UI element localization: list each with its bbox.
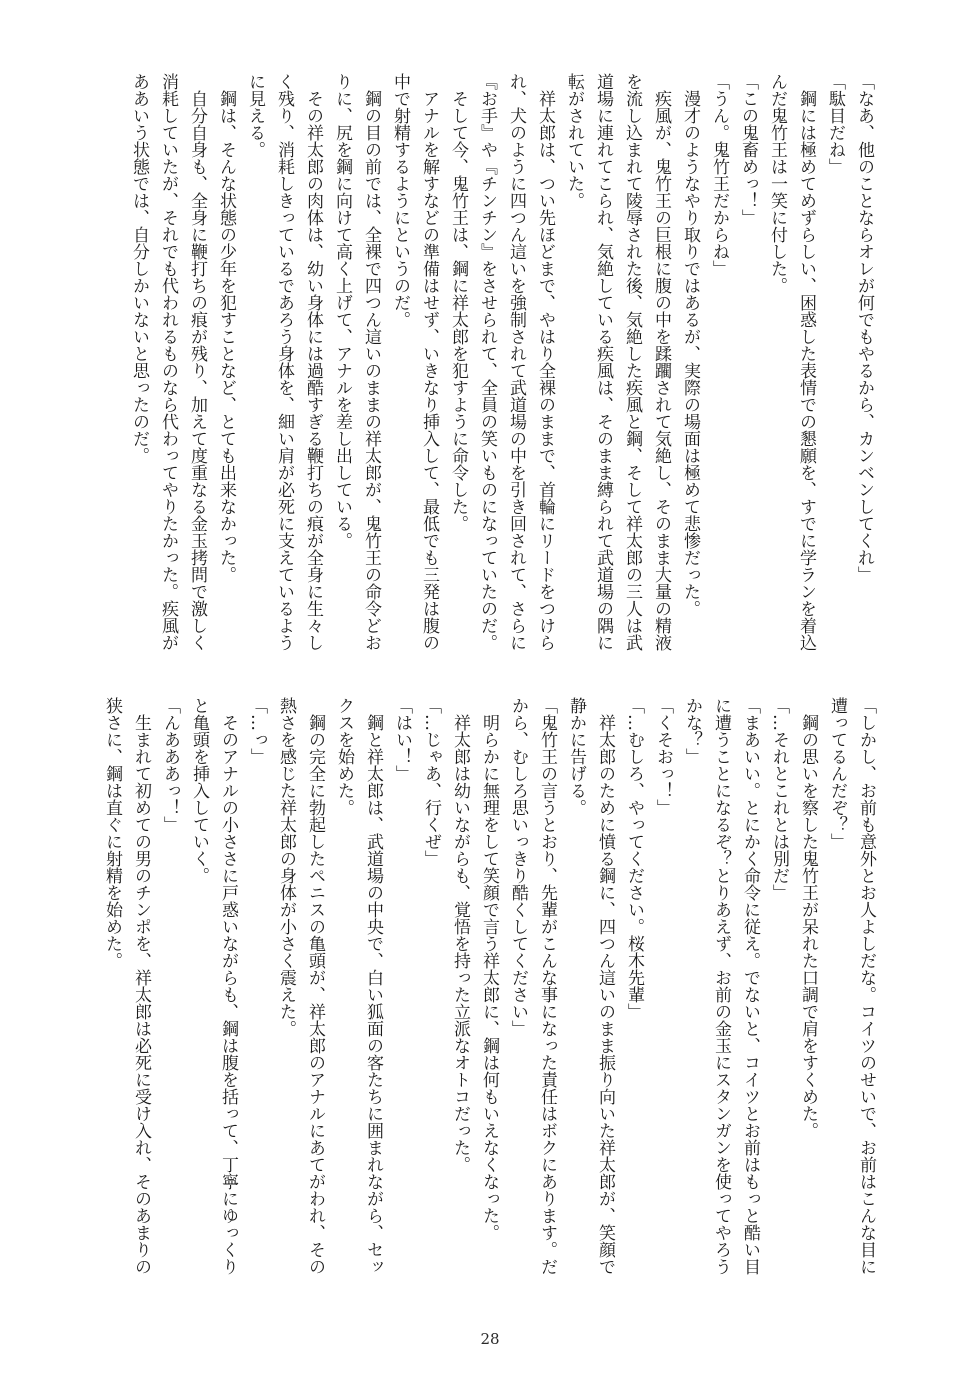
text-block-top: [124, 73, 878, 653]
text-line: を流し込まれて陵辱された後、気絶した疾風と鋼、そして祥太郎の三人は武: [622, 73, 642, 651]
text-line: に遭うことになるぞ？とりあえず、お前の金玉にスタンガンを使ってやろう: [711, 697, 731, 1275]
text-line: 『お手』や『チンチン』をさせられて、全員の笑いものになっていたのだ。: [477, 73, 497, 651]
text-line: 鋼の思いを察した鬼竹王が呆れた口調で肩をすくめた。: [798, 697, 818, 1139]
text-line: 「しかし、お前も意外とお人よしだな。コイツのせいで、お前はこんな目に: [856, 697, 876, 1275]
text-line: 静かに告げる。: [566, 697, 586, 816]
text-line: んだ鬼竹王は一笑に付した。: [767, 73, 787, 294]
text-line: 「まあいい。とにかく命令に従え。でないと、コイツとお前はもっと酷い目: [740, 697, 760, 1275]
text-line: 「んあああっ！」: [160, 697, 180, 833]
text-line: 「…それとこれとは別だ」: [769, 697, 789, 901]
page-number: 28: [480, 1330, 500, 1348]
text-line: 中で射精するようにというのだ。: [390, 73, 410, 328]
text-line: クスを始めた。: [334, 697, 354, 816]
text-line: 「鬼竹王の言うとおり、先輩がこんな事になった責任はボクにあります。だ: [537, 697, 557, 1275]
text-line: 遭ってるんだぞ？」: [827, 697, 847, 850]
text-line: 鋼と祥太郎は、武道場の中央で、白い狐面の客たちに囲まれながら、セッ: [363, 697, 383, 1275]
text-line: 「うん。鬼竹王だからね」: [709, 73, 729, 277]
text-line: 「この鬼畜めっ！」: [738, 73, 758, 226]
text-line: 「…むしろ、やってください。桜木先輩」: [624, 697, 644, 1020]
text-line: 「くそおっ！」: [653, 697, 673, 816]
text-line: 「なあ、他のことならオレが何でもやるから、カンベンしてくれ」: [854, 73, 874, 583]
text-line: 鋼の目の前では、全裸で四つん這いのままの祥太郎が、鬼竹王の命令どお: [361, 73, 381, 651]
text-line: そのアナルの小ささに戸惑いながらも、鋼は腹を括って、丁寧にゆっくり: [218, 697, 238, 1275]
text-line: 「…っ」: [247, 697, 267, 765]
text-line: りに、尻を鋼に向けて高く上げて、アナルを差し出している。: [332, 73, 352, 549]
text-line: く残り、消耗しきっているであろう身体を、細い肩が必死に支えているよう: [274, 73, 294, 651]
text-line: 祥太郎は、つい先ほどまで、やはり全裸のままで、首輪にリードをつけら: [535, 73, 555, 651]
text-line: 祥太郎は幼いながらも、覚悟を持った立派なオトコだった。: [450, 697, 470, 1173]
text-line: アナルを解すなどの準備はせず、いきなり挿入して、最低でも三発は腹の: [419, 73, 439, 651]
text-line: 漫才のようなやり取りではあるが、実際の場面は極めて悲惨だった。: [680, 73, 700, 617]
text-line: 「はい！」: [392, 697, 412, 782]
text-line: 明らかに無理をして笑顔で言う祥太郎に、鋼は何もいえなくなった。: [479, 697, 499, 1241]
text-line: 「…じゃあ、行くぜ」: [421, 697, 441, 867]
text-line: 祥太郎のために憤る鋼に、四つん這いのまま振り向いた祥太郎が、笑顔で: [595, 697, 615, 1275]
text-line: ああいう状態では、自分しかいないと思ったのだ。: [129, 73, 149, 464]
text-line: 狭さに、鋼は直ぐに射精を始めた。: [102, 697, 122, 969]
text-line: 熱さを感じた祥太郎の身体が小さく震えた。: [276, 697, 296, 1037]
text-line: 生まれて初めての男のチンポを、祥太郎は必死に受け入れ、そのあまりの: [131, 697, 151, 1275]
text-line: 鋼には極めてめずらしい、困惑した表情での懇願を、すでに学ランを着込: [796, 73, 816, 651]
text-line: 消耗していたが、それでも代われるものなら代わってやりたかった。疾風が: [158, 73, 178, 651]
text-line: と亀頭を挿入していく。: [189, 697, 209, 884]
text-line: 疾風が、鬼竹王の巨根に腹の中を蹂躙されて気絶し、そのまま大量の精液: [651, 73, 671, 651]
text-line: 道場に連れてこられ、気絶している疾風は、そのまま縛られて武道場の隅に: [593, 73, 613, 651]
text-line: そして今、鬼竹王は、鋼に祥太郎を犯すように命令した。: [448, 73, 468, 532]
text-line: その祥太郎の肉体は、幼い身体には過酷すぎる鞭打ちの痕が全身に生々し: [303, 73, 323, 651]
text-line: から、むしろ思いっきり酷くしてください」: [508, 697, 528, 1037]
text-line: 転がされていた。: [564, 73, 584, 209]
text-line: 自分自身も、全身に鞭打ちの痕が残り、加えて度重なる金玉拷問で激しく: [187, 73, 207, 651]
text-line: 鋼の完全に勃起したペニスの亀頭が、祥太郎のアナルにあてがわれ、その: [305, 697, 325, 1275]
text-line: かな？」: [682, 697, 702, 765]
text-line: 「駄目だね」: [825, 73, 845, 175]
text-line: に見える。: [245, 73, 265, 158]
text-line: れ、犬のように四つん這いを強制されて武道場の中を引き回されて、さらに: [506, 73, 526, 651]
text-line: 鋼は、そんな状態の少年を犯すことなど、とても出来なかった。: [216, 73, 236, 583]
text-block-bottom: [97, 697, 880, 1277]
